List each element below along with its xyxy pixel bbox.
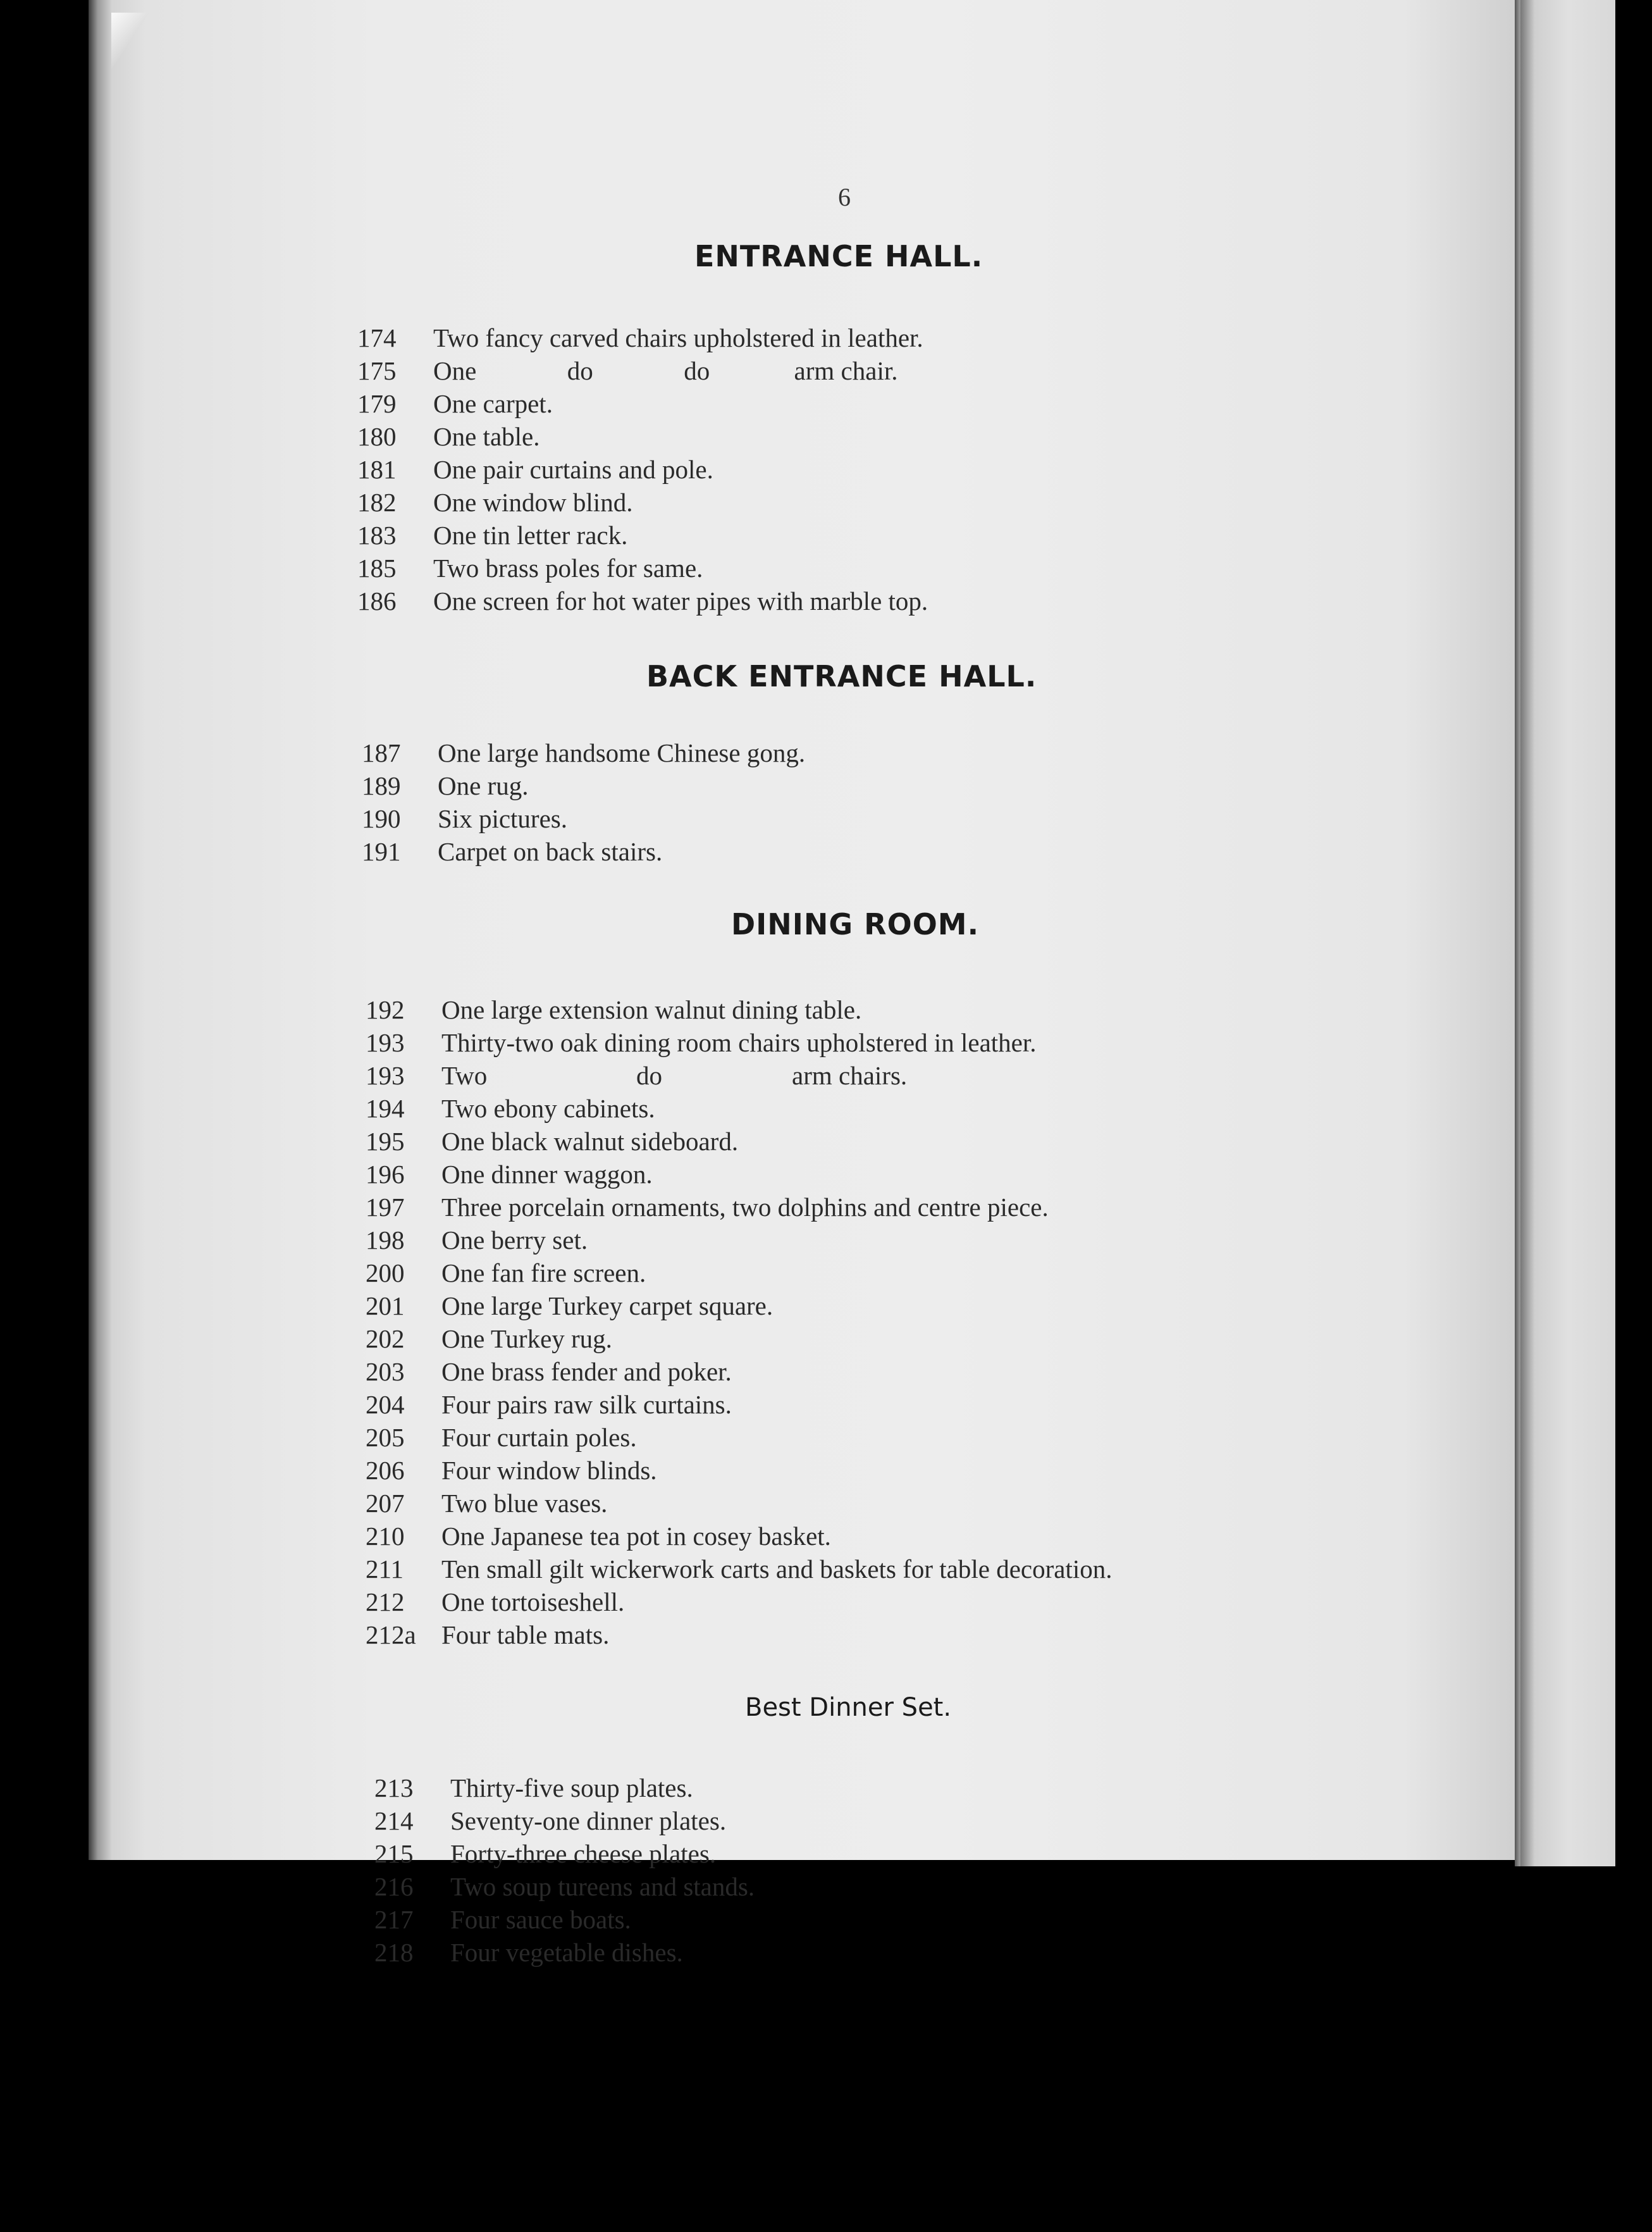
lot-description: One Turkey rug. [441, 1324, 612, 1353]
facing-page-edge [1520, 0, 1615, 1866]
lot-description: One rug. [438, 771, 529, 800]
lot-description: Two brass poles for same. [433, 554, 703, 583]
lot-description: Four window blinds. [441, 1456, 657, 1485]
lot-number: 204 [366, 1390, 405, 1419]
lot-number: 216 [374, 1872, 414, 1901]
lot-description: One screen for hot water pipes with marble top. [433, 586, 928, 616]
lot-description: Four pairs raw silk curtains. [441, 1390, 732, 1419]
lot-number: 217 [374, 1905, 414, 1934]
lot-number: 218 [374, 1938, 414, 1967]
lot-number: 198 [366, 1225, 405, 1255]
lot-number: 179 [357, 389, 397, 418]
lot-number: 213 [374, 1773, 414, 1802]
lot-description: Carpet on back stairs. [438, 837, 663, 866]
lot-number: 211 [366, 1554, 404, 1584]
lot-number: 200 [366, 1258, 405, 1287]
lot-number: 202 [366, 1324, 405, 1353]
page-left-edge [89, 0, 111, 1860]
lot-description: Two fancy carved chairs upholstered in leather. [433, 323, 923, 352]
lot-number: 189 [362, 771, 401, 800]
lot-number: 207 [366, 1489, 405, 1518]
lot-description: Four sauce boats. [450, 1905, 631, 1934]
lot-number: 214 [374, 1806, 414, 1835]
lot-number: 185 [357, 554, 397, 583]
lot-description: Four table mats. [441, 1620, 610, 1649]
lot-description: One carpet. [433, 389, 553, 418]
lot-description: One Japanese tea pot in cosey basket. [441, 1522, 831, 1551]
lot-description: One brass fender and poker. [441, 1357, 732, 1386]
section-heading-back-entrance-hall: BACK ENTRANCE HALL. [646, 659, 1037, 693]
lot-number: 181 [357, 455, 397, 484]
lot-number: 187 [362, 738, 401, 767]
lot-description: Four vegetable dishes. [450, 1938, 683, 1967]
lot-description: Four curtain poles. [441, 1423, 637, 1452]
lot-description: One large handsome Chinese gong. [438, 738, 806, 767]
lot-number: 186 [357, 586, 397, 616]
lot-number: 196 [366, 1160, 405, 1189]
lot-description: Thirty-two oak dining room chairs upholstered in leather. [441, 1028, 1037, 1057]
lot-number: 210 [366, 1522, 405, 1551]
lot-description: One berry set. [441, 1225, 588, 1255]
lot-description: One do do arm chair. [433, 356, 898, 385]
lot-number: 195 [366, 1127, 405, 1156]
lot-description: Six pictures. [438, 804, 567, 833]
lot-number: 194 [366, 1094, 405, 1123]
lot-description: One pair curtains and pole. [433, 455, 713, 484]
lot-description: Two soup tureens and stands. [450, 1872, 755, 1901]
lot-number: 215 [374, 1839, 414, 1868]
lot-description: Three porcelain ornaments, two dolphins and centre piece. [441, 1193, 1049, 1222]
lot-description: One dinner waggon. [441, 1160, 653, 1189]
lot-number: 206 [366, 1456, 405, 1485]
section-heading-entrance-hall: ENTRANCE HALL. [694, 239, 983, 273]
lot-description: Seventy-one dinner plates. [450, 1806, 727, 1835]
section-heading-dining-room: DINING ROOM. [731, 907, 980, 941]
lot-description: One black walnut sideboard. [441, 1127, 739, 1156]
subsection-heading-best-dinner-set: Best Dinner Set. [745, 1693, 952, 1722]
lot-number: 205 [366, 1423, 405, 1452]
lot-description: One window blind. [433, 488, 633, 517]
lot-description: One fan fire screen. [441, 1258, 646, 1287]
lot-description: One large Turkey carpet square. [441, 1291, 774, 1320]
lot-number: 212 [366, 1587, 405, 1616]
lot-number: 183 [357, 521, 397, 550]
lot-description: One tin letter rack. [433, 521, 628, 550]
lot-description: One tortoiseshell. [441, 1587, 625, 1616]
lot-number: 192 [366, 995, 405, 1024]
lot-number: 175 [357, 356, 397, 385]
lot-description: Forty-three cheese plates. [450, 1839, 717, 1868]
lot-number: 193 [366, 1061, 405, 1090]
lot-number: 201 [366, 1291, 405, 1320]
lot-number: 182 [357, 488, 397, 517]
lot-number: 191 [362, 837, 401, 866]
lot-number: 174 [357, 323, 397, 352]
page-number: 6 [838, 183, 851, 211]
lot-description: Thirty-five soup plates. [450, 1773, 693, 1802]
lot-number: 197 [366, 1193, 405, 1222]
lot-description: Two blue vases. [441, 1489, 608, 1518]
lot-number: 193 [366, 1028, 405, 1057]
lot-description: Ten small gilt wickerwork carts and baskets for table decoration. [441, 1554, 1113, 1584]
lot-number: 212a [366, 1620, 416, 1649]
lot-description: One large extension walnut dining table. [441, 995, 862, 1024]
lot-description: Two do arm chairs. [441, 1061, 908, 1090]
lot-number: 190 [362, 804, 401, 833]
lot-number: 203 [366, 1357, 405, 1386]
lot-description: Two ebony cabinets. [441, 1094, 655, 1123]
lot-number: 180 [357, 422, 397, 451]
lot-description: One table. [433, 422, 540, 451]
